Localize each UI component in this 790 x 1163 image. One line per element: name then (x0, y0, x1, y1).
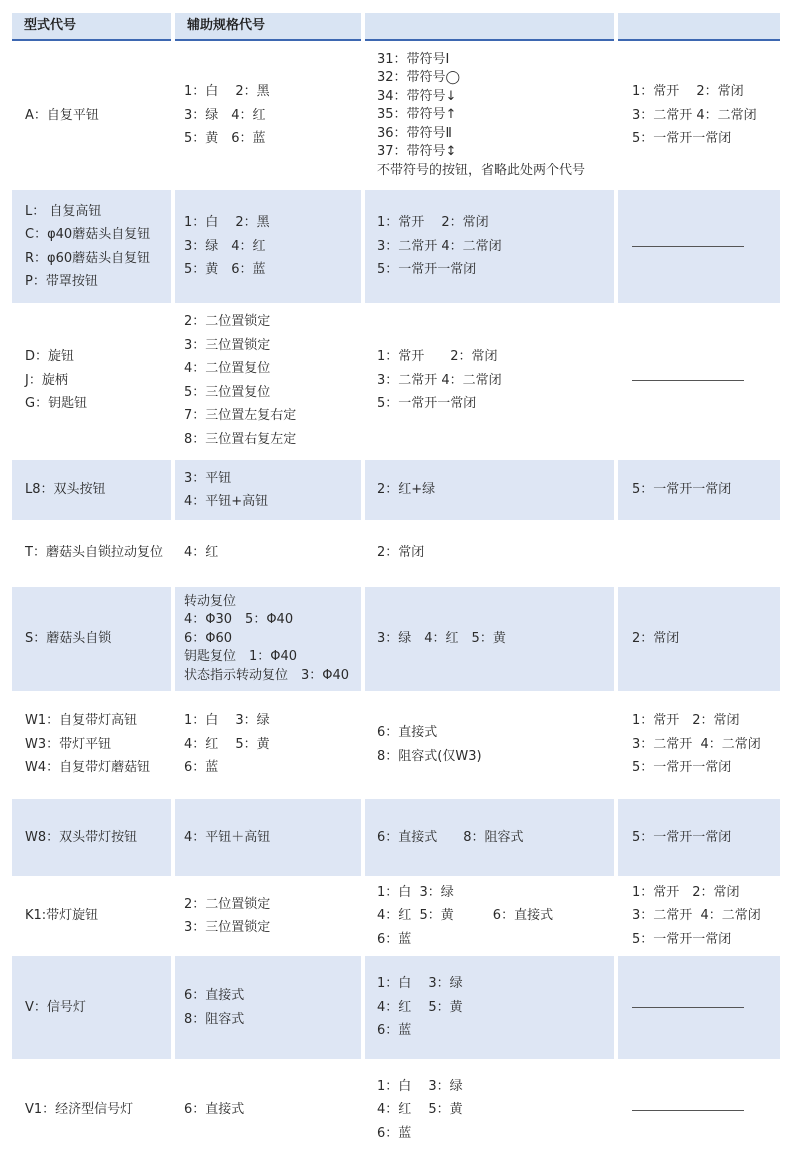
row-11-c1 (12, 1062, 171, 1158)
cell-line: 3：二常开 4：二常闭 (632, 107, 757, 123)
cell-line: 6：直接式 8：阻容式 (377, 829, 524, 845)
cell-line: 35：带符号↑ (377, 107, 457, 123)
row-3-c4 (618, 305, 780, 456)
cell-line: D：旋钮 (25, 349, 75, 365)
row-7-c2 (175, 693, 361, 796)
row-1-c3 (365, 45, 614, 186)
row-6-c2 (175, 587, 361, 691)
cell-line: 转动复位 (184, 593, 237, 609)
row-8-c3 (365, 799, 614, 876)
row-10-c4 (618, 956, 780, 1059)
row-8-c4 (618, 799, 780, 876)
row-11-c3 (365, 1062, 614, 1158)
cell-line: 2：常闭 (377, 545, 425, 561)
cell-line: 6：蓝 (377, 1023, 412, 1039)
cell-line: A：自复平钮 (25, 107, 99, 123)
cell-line: P：带罩按钮 (25, 274, 98, 289)
cell-line: 8：三位置右复左定 (184, 431, 297, 447)
cell-line: 3：绿 4：红 (184, 107, 266, 123)
cell-line: T：蘑菇头自锁拉动复位 (25, 545, 163, 561)
cell-line: 6：直接式 (377, 725, 438, 740)
cell-line: 5：一常开一常闭 (632, 931, 732, 947)
row-2-c3 (365, 190, 614, 303)
cell-line: L8：双头按钮 (25, 482, 106, 498)
cell-line: 3：绿 4：红 (184, 238, 266, 254)
row-11-c2 (175, 1062, 361, 1158)
cell-line: 1：常开 2：常闭 (632, 884, 740, 900)
cell-line: 4：二位置复位 (184, 361, 271, 376)
cell-line: 1：白 3：绿 (377, 1078, 463, 1094)
cell-line: V1：经济型信号灯 (25, 1102, 134, 1118)
cell-line: 4：Φ30 5：Φ40 (184, 612, 294, 628)
cell-line: 6：蓝 (377, 1125, 412, 1141)
cell-line: W3：带灯平钮 (25, 736, 112, 752)
row-9-c1 (12, 879, 171, 953)
row-4-c1 (12, 460, 171, 520)
cell-line: 1：常开 2：常闭 (632, 84, 744, 100)
cell-line: 6：蓝 (377, 931, 412, 947)
cell-line: 36：带符号Ⅱ (377, 125, 452, 141)
cell-line: 34：带符号↓ (377, 88, 457, 104)
row-1-c1 (12, 45, 171, 186)
cell-line: W1：自复带灯高钮 (25, 713, 138, 729)
row-10-c1 (12, 956, 171, 1059)
row-9-c3 (365, 879, 614, 953)
cell-line: 8：阻容式(仅W3) (377, 748, 482, 764)
cell-line: 钥匙复位 1：Φ40 (184, 649, 298, 665)
cell-line: 4：平钮+高钮 (184, 494, 269, 509)
cell-line: 3：三位置锁定 (184, 920, 271, 935)
row-2-c4 (618, 190, 780, 303)
cell-line: 2：红+绿 (377, 482, 436, 498)
row-4-c4 (618, 460, 780, 520)
cell-line: 状态指示转动复位 3：Φ40 (184, 667, 350, 683)
cell-line: J：旋柄 (25, 372, 68, 388)
cell-line: K1:带灯旋钮 (25, 908, 99, 924)
row-5-c3 (365, 523, 614, 583)
cell-line: W4：自复带灯蘑菇钮 (25, 760, 151, 776)
cell-line: 5：一常开一常闭 (632, 829, 732, 845)
row-10-c2 (175, 956, 361, 1059)
header-aux-spec-code: 辅助规格代号 (175, 13, 361, 41)
row-9-c4 (618, 879, 780, 953)
cell-line: S：蘑菇头自锁 (25, 631, 112, 647)
cell-line: 37：带符号↕ (377, 144, 457, 160)
cell-line: 2：二位置锁定 (184, 896, 271, 912)
cell-line: 4：红 5：黄 (184, 736, 270, 752)
cell-line: 2：二位置锁定 (184, 314, 271, 329)
cell-line: 3：三位置锁定 (184, 337, 271, 353)
row-4-c3 (365, 460, 614, 520)
cell-line: 5：一常开一常闭 (632, 760, 732, 776)
cell-line: 5：黄 6：蓝 (184, 131, 266, 147)
cell-line: 不带符号的按钮，省略此处两个代号 (377, 162, 586, 178)
cell-line: 3：绿 4：红 5：黄 (377, 631, 506, 647)
cell-line: 5：三位置复位 (184, 384, 271, 400)
row-3-c2 (175, 305, 361, 456)
cell-line: 4：平钮＋高钮 (184, 829, 271, 845)
cell-line: G：钥匙钮 (25, 396, 88, 412)
row-5-c4 (618, 523, 780, 583)
header-col3 (365, 13, 614, 41)
cell-line: 1：白 2：黑 (184, 84, 270, 100)
cell-line: 5：黄 6：蓝 (184, 262, 266, 278)
cell-line: 3：二常开 4：二常闭 (377, 372, 502, 388)
cell-line: 6：Φ60 (184, 630, 233, 646)
row-10-c3 (365, 956, 614, 1059)
row-6-c1 (12, 587, 171, 691)
not-applicable-dash (632, 246, 744, 247)
cell-line: V：信号灯 (25, 999, 86, 1015)
cell-line: 5：一常开一常闭 (377, 262, 477, 278)
cell-line: 4：红 (184, 545, 219, 561)
row-1-c2 (175, 45, 361, 186)
row-5-c1 (12, 523, 171, 583)
header-type-code: 型式代号 (12, 13, 171, 41)
row-7-c1 (12, 693, 171, 796)
cell-line: 1：白 3：绿 (184, 713, 270, 729)
row-4-c2 (175, 460, 361, 520)
cell-line: R：φ60蘑菇头自复钮 (25, 250, 151, 266)
header-col4 (618, 13, 780, 41)
not-applicable-dash (632, 380, 744, 381)
cell-line: 3：平钮 (184, 470, 232, 486)
cell-line: 7：三位置左复右定 (184, 408, 297, 423)
cell-line: 32：带符号◯ (377, 70, 461, 86)
row-6-c3 (365, 587, 614, 691)
cell-line: 1：白 3：绿 (377, 976, 463, 992)
cell-line: 4：红 5：黄 (377, 999, 463, 1015)
row-7-c4 (618, 693, 780, 796)
row-7-c3 (365, 693, 614, 796)
cell-line: 6：蓝 (184, 760, 219, 776)
row-6-c4 (618, 587, 780, 691)
cell-line: 1：常开 2：常闭 (632, 713, 740, 729)
cell-line: L： 自复高钮 (25, 203, 102, 219)
cell-line: 8：阻容式 (184, 1011, 245, 1027)
cell-line: 1：常开 2：常闭 (377, 349, 498, 365)
row-1-c4 (618, 45, 780, 186)
cell-line: 6：直接式 (184, 988, 245, 1003)
cell-line: 31：带符号Ⅰ (377, 51, 450, 67)
cell-line: 3：二常开 4：二常闭 (632, 908, 761, 924)
cell-line: 4：红 5：黄 (377, 1102, 463, 1118)
cell-line: C：φ40蘑菇头自复钮 (25, 227, 151, 242)
not-applicable-dash (632, 1007, 744, 1008)
cell-line: 1：白 2：黑 (184, 215, 270, 231)
cell-line: 1：常开 2：常闭 (377, 215, 489, 231)
cell-line: 3：二常开 4：二常闭 (377, 238, 502, 254)
row-11-c4 (618, 1062, 780, 1158)
cell-line: W8：双头带灯按钮 (25, 829, 138, 845)
cell-line: 4：红 5：黄 6：直接式 (377, 908, 554, 924)
cell-line: 5：一常开一常闭 (632, 482, 732, 498)
row-3-c1 (12, 305, 171, 456)
cell-line: 2：常闭 (632, 631, 680, 647)
cell-line: 5：一常开一常闭 (632, 131, 732, 147)
cell-line: 6：直接式 (184, 1102, 245, 1118)
not-applicable-dash (632, 1110, 744, 1111)
row-9-c2 (175, 879, 361, 953)
row-5-c2 (175, 523, 361, 583)
row-2-c1 (12, 190, 171, 303)
cell-line: 1：白 3：绿 (377, 884, 454, 900)
row-3-c3 (365, 305, 614, 456)
row-2-c2 (175, 190, 361, 303)
cell-line: 5：一常开一常闭 (377, 396, 477, 412)
row-8-c1 (12, 799, 171, 876)
row-8-c2 (175, 799, 361, 876)
cell-line: 3：二常开 4：二常闭 (632, 736, 761, 752)
